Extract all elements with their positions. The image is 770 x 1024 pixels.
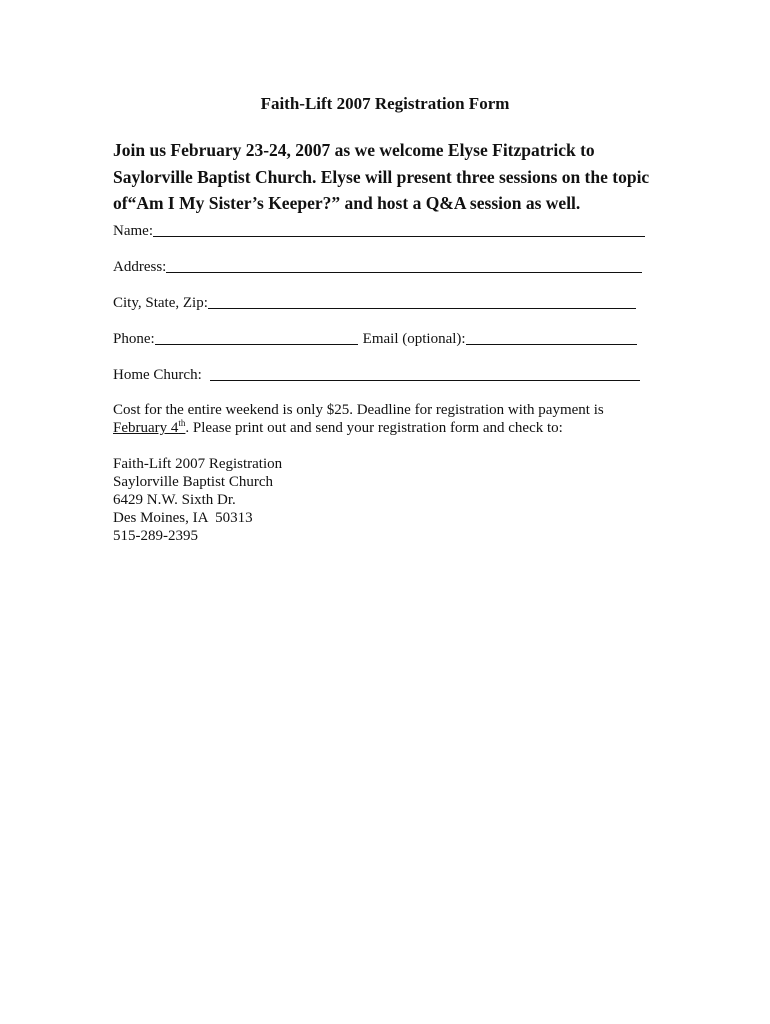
address-line-1: Faith-Lift 2007 Registration: [113, 456, 283, 472]
address-blank-line[interactable]: [166, 271, 642, 273]
address-line-2: Saylorville Baptist Church: [113, 474, 273, 490]
home-church-blank-line[interactable]: [210, 379, 640, 381]
city-state-zip-blank-line[interactable]: [208, 307, 636, 309]
mailing-address: [113, 455, 282, 545]
address-field[interactable]: [113, 256, 642, 276]
email-blank-line[interactable]: [466, 343, 637, 345]
cost-paragraph: [113, 401, 673, 437]
phone-email-field[interactable]: [113, 328, 637, 348]
home-church-field[interactable]: [113, 364, 640, 384]
name-field[interactable]: [113, 220, 645, 240]
name-blank-line[interactable]: [153, 235, 645, 237]
cost-instructions: . Please print out and send your registration form and check to:: [185, 420, 563, 436]
address-line-3: 6429 N.W. Sixth Dr.: [113, 492, 236, 508]
intro-text: Join us February 23-24, 2007 as we welcome Elyse Fitzpatrick to Saylorville Baptist Church. Elyse will present three sessions on the topic of“Am I My Sister’s Keeper?” and host a Q&A session as well.: [113, 140, 650, 213]
phone-blank-line[interactable]: [155, 343, 358, 345]
phone-number: 515-289-2395: [113, 528, 198, 544]
intro-paragraph: [113, 137, 673, 217]
address-line-4: Des Moines, IA 50313: [113, 510, 253, 526]
phone-label: Phone:: [113, 331, 155, 347]
home-church-label: Home Church:: [113, 367, 202, 383]
cost-line-2: [113, 419, 673, 437]
city-state-zip-field[interactable]: [113, 292, 636, 312]
city-state-zip-label: City, State, Zip:: [113, 295, 208, 311]
cost-line-1: Cost for the entire weekend is only $25. Deadline for registration with payment is: [113, 402, 604, 418]
address-label: Address:: [113, 259, 167, 275]
email-label: Email (optional):: [362, 331, 466, 347]
name-label: Name:: [113, 223, 153, 239]
form-title: Faith-Lift 2007 Registration Form: [260, 94, 510, 113]
deadline-date: February 4th: [113, 418, 186, 436]
